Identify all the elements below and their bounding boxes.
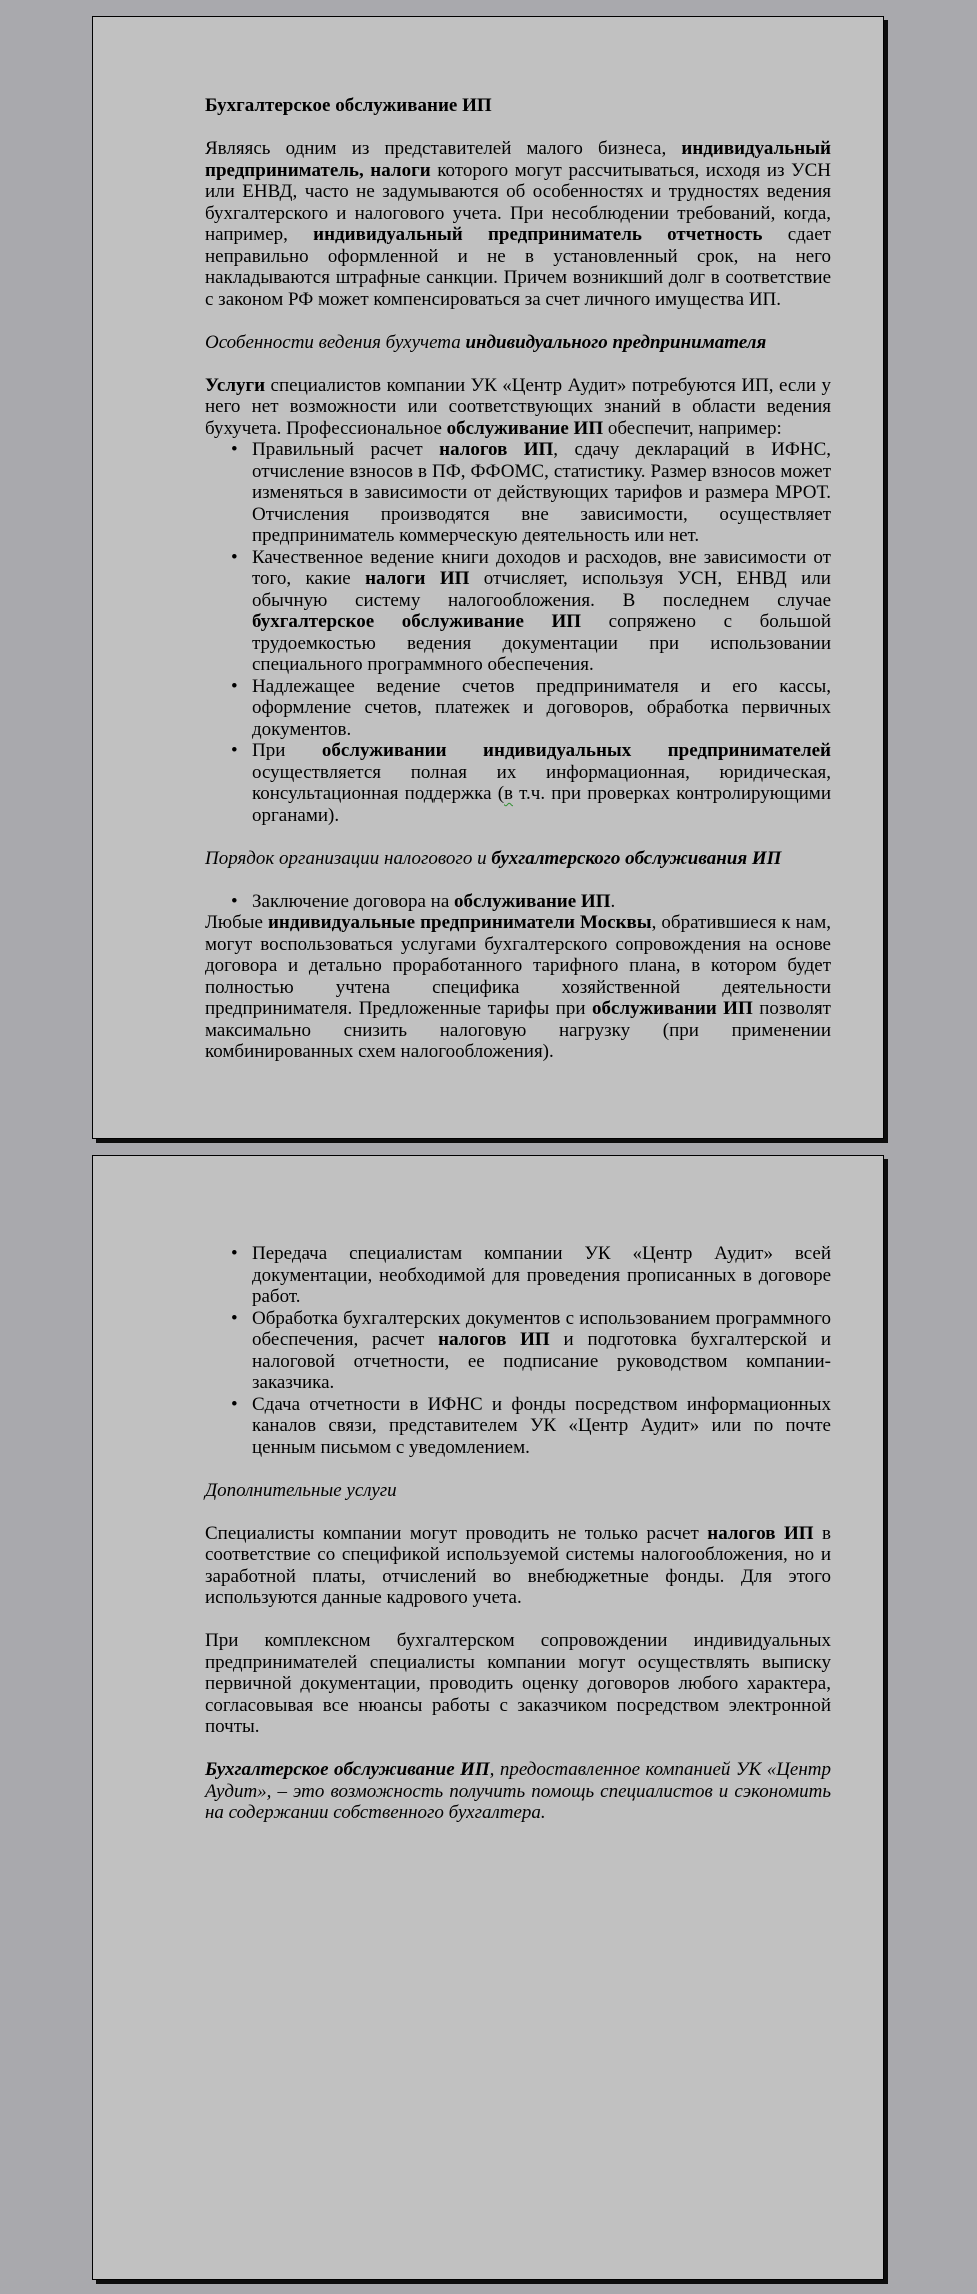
section-heading <box>205 1480 831 1502</box>
text-run: Порядок организации налогового и <box>205 847 492 869</box>
text-run: и подготовка бухгалтерской и налоговой отчетности, ее подписание руководством компании-заказчика. <box>252 1329 832 1393</box>
document-page-1 <box>92 16 884 1139</box>
text-run: Бухгалтерское обслуживание ИП <box>205 95 492 116</box>
text-run: индивидуальный предприниматель отчетность <box>313 224 763 245</box>
paragraph <box>205 912 831 1063</box>
text-run: сопряжено с большой трудоемкостью ведения документации при использовании специального программного обеспечения. <box>252 611 831 675</box>
bullet-item <box>252 1308 831 1394</box>
text-run: налогов ИП <box>707 1522 814 1544</box>
bullet-list <box>205 1243 831 1458</box>
text-run: Услуги <box>205 374 266 396</box>
text-run: Сдача отчетности в ИФНС и фонды посредством информационных каналов связи, представителем УК «Центр Аудит» или по почте ценным письмом с уведомлением. <box>252 1393 831 1458</box>
paragraph <box>205 1523 831 1609</box>
paragraph <box>205 1759 831 1824</box>
paragraph <box>205 1630 831 1738</box>
bullet-item <box>252 740 831 826</box>
bullet-item <box>252 1243 831 1308</box>
text-run: в соответствие со спецификой используемой системы налогообложения, но и заработной платы, отчислений во внебюджетные фонды. Для этого используются данные кадрового учета. <box>205 1522 831 1608</box>
text-run: налоги ИП <box>365 568 470 589</box>
bullet-list <box>205 891 831 913</box>
bullet-item <box>252 676 831 741</box>
bullet-item <box>252 439 831 547</box>
bullet-item <box>252 547 831 676</box>
section-heading <box>205 848 831 870</box>
text-run: Заключение договора на <box>252 890 455 912</box>
text-run: Бухгалтерское обслуживание ИП <box>205 1759 490 1780</box>
text-run: Передача специалистам компании УК «Центр Аудит» всей документации, необходимой для проведения прописанных в договоре работ. <box>252 1243 831 1307</box>
text-run: индивидуального предпринимателя <box>465 331 767 353</box>
document-page-2 <box>92 1155 884 2280</box>
text-run: , обратившиеся к нам, могут воспользоваться услугами бухгалтерского сопровождения на основе договора и детально проработанного тарифного плана, в котором будет полностью учтена специфика хозяйственной деятельности предпринимателя. Предложенные тарифы при <box>205 912 831 1019</box>
text-run: При <box>252 740 322 761</box>
document-title <box>205 95 831 117</box>
text-run: индивидуальные предприниматели Москвы <box>267 912 652 933</box>
text-run: отчисляет, используя УСН, ЕНВД или обычную систему налогообложения. В последнем случае <box>252 568 831 611</box>
paragraph <box>205 138 831 310</box>
text-run: бухгалтерское обслуживание ИП <box>252 611 582 632</box>
text-run: Надлежащее ведение счетов предпринимателя и его кассы, оформление счетов, платежек и договоров, обработка первичных документов. <box>252 675 831 740</box>
bullet-item <box>252 1394 831 1459</box>
text-run: Качественное ведение книги доходов и расходов, вне зависимости от того, какие <box>252 546 831 589</box>
text-run: Дополнительные услуги <box>205 1479 397 1501</box>
text-run: Специалисты компании могут проводить не только расчет <box>205 1522 708 1544</box>
text-run: бухгалтерского обслуживания ИП <box>491 847 782 869</box>
text-run: специалистов компании УК «Центр Аудит» потребуются ИП, если у него нет возможности или соответствующих знаний в области ведения бухучета. Профессиональное <box>205 374 831 439</box>
paragraph <box>205 375 831 440</box>
text-run: При комплексном бухгалтерском сопровождении индивидуальных предпринимателей специалисты компании могут осуществлять выписку первичной документации, проводить оценку договоров любого характера, согласовывая все нюансы работы с заказчиком посредством электронной почты. <box>205 1630 831 1737</box>
text-run: Особенности ведения бухучета <box>205 331 466 353</box>
text-run: . <box>610 890 616 912</box>
text-run: налогов ИП <box>439 439 554 460</box>
text-run: индивидуальный предприниматель, налоги <box>205 138 831 181</box>
text-run: обслуживании ИП <box>592 998 753 1019</box>
text-run: обслуживание ИП <box>446 417 604 439</box>
text-run: обслуживание ИП <box>454 890 611 912</box>
text-run: , сдачу деклараций в ИФНС, отчисление взносов в ПФ, ФФОМС, статистику. Размер взносов может изменяться в зависимости от действующих тарифов и размера МРОТ. Отчисления производятся вне зависимости, осуществляет предприниматель коммерческую деятельность или нет. <box>252 439 831 546</box>
grammar-marked-text: в <box>504 783 514 804</box>
text-run: позволят максимально снизить налоговую нагрузку (при применении комбинированных схем налогообложения). <box>205 998 831 1062</box>
text-run: обеспечит, например: <box>603 417 782 439</box>
text-run: Любые <box>205 912 268 933</box>
text-run: т.ч. при проверках контролирующими органами). <box>252 783 831 826</box>
text-run: обслуживании индивидуальных предпринимателей <box>321 740 832 761</box>
text-run: , предоставленное компанией УК «Центр Аудит», – это возможность получить помощь специалистов и сэкономить на содержании собственного бухгалтера. <box>205 1759 831 1823</box>
text-run: Обработка бухгалтерских документов с использованием программного обеспечения, расчет <box>252 1307 831 1350</box>
text-run: осуществляется полная их информационная, юридическая, консультационная поддержка ( <box>252 761 831 804</box>
page-1-content <box>93 17 883 1138</box>
text-run: сдает неправильно оформленной и не в установленный срок, на него накладываются штрафные санкции. Причем возникший долг в соответствие с законом РФ может компенсироваться за счет личного имущества ИП. <box>205 224 831 310</box>
text-run: которого могут рассчитываться, исходя из УСН или ЕНВД, часто не задумываются об особенностях и трудностях ведения бухгалтерского и налогового учета. При несоблюдении требований, когда, например, <box>205 159 831 245</box>
page-2-content <box>93 1156 883 2279</box>
text-run: налогов ИП <box>438 1329 550 1350</box>
bullet-item <box>252 891 831 913</box>
section-heading <box>205 332 831 354</box>
text-run: Являясь одним из представителей малого бизнеса, <box>205 138 682 159</box>
text-run: Правильный расчет <box>252 439 440 460</box>
bullet-list <box>205 439 831 826</box>
